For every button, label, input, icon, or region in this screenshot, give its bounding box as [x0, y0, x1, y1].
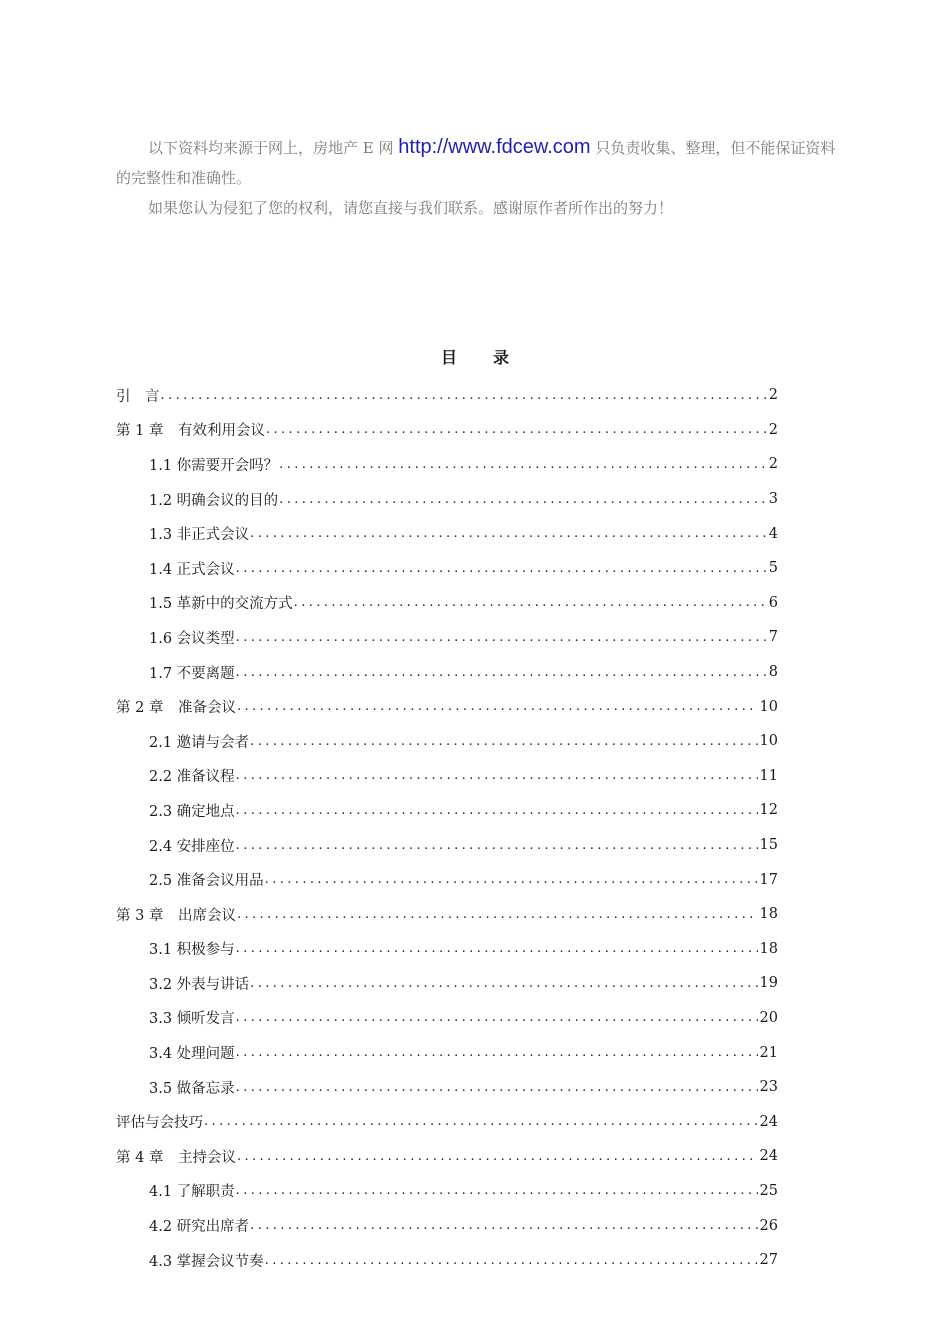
- toc-entry-label: 第 2 章 准备会议: [116, 700, 236, 717]
- table-of-contents: [116, 378, 778, 1277]
- toc-entry-page: 21: [759, 1044, 778, 1061]
- toc-entry-label: 1.5 革新中的交流方式: [149, 596, 293, 613]
- toc-entry-label: 3.3 倾听发言: [149, 1011, 235, 1028]
- toc-entry-chapter[interactable]: [116, 1139, 778, 1174]
- toc-entry-page: 27: [759, 1252, 778, 1269]
- toc-entry-page: 23: [759, 1079, 778, 1096]
- toc-leader-dots: [249, 526, 767, 541]
- toc-leader-dots: [235, 665, 767, 680]
- toc-entry-section[interactable]: [116, 793, 778, 828]
- toc-entry-label: 3.1 积极参与: [149, 942, 235, 959]
- toc-entry-chapter[interactable]: [116, 897, 778, 932]
- toc-entry-label: 引 言: [116, 388, 160, 405]
- toc-title: [0, 345, 950, 368]
- toc-entry-section[interactable]: [116, 724, 778, 759]
- toc-entry-label: 3.4 处理问题: [149, 1046, 235, 1063]
- toc-entry-section[interactable]: [116, 1001, 778, 1036]
- toc-entry-page: 5: [768, 560, 778, 577]
- toc-entry-label: 2.1 邀请与会者: [149, 734, 250, 751]
- toc-leader-dots: [203, 1114, 758, 1129]
- toc-entry-chapter[interactable]: [116, 378, 778, 413]
- toc-leader-dots: [236, 1149, 758, 1164]
- toc-leader-dots: [278, 492, 767, 507]
- toc-entry-label: 3.2 外表与讲话: [149, 976, 250, 993]
- toc-entry-label: 1.3 非正式会议: [149, 527, 250, 544]
- toc-entry-page: 10: [759, 698, 778, 715]
- toc-entry-section[interactable]: [116, 1208, 778, 1243]
- toc-entry-page: 15: [759, 837, 778, 854]
- toc-entry-label: 第 3 章 出席会议: [116, 907, 236, 924]
- toc-entry-section[interactable]: [116, 482, 778, 517]
- toc-leader-dots: [235, 941, 758, 956]
- toc-entry-section[interactable]: [116, 759, 778, 794]
- toc-leader-dots: [235, 1183, 758, 1198]
- toc-entry-label: 2.4 安排座位: [149, 838, 235, 855]
- notice-text-pre: 以下资料均来源于网上，房地产 E 网: [148, 139, 399, 157]
- toc-entry-page: 4: [768, 525, 778, 542]
- toc-entry-page: 6: [768, 594, 778, 611]
- toc-entry-label: 第 1 章 有效利用会议: [116, 423, 265, 440]
- toc-entry-page: 17: [759, 871, 778, 888]
- toc-entry-label: 第 4 章 主持会议: [116, 1149, 236, 1166]
- toc-entry-page: 10: [759, 733, 778, 750]
- toc-leader-dots: [278, 457, 767, 472]
- toc-entry-label: 1.1 你需要开会吗？: [149, 457, 279, 474]
- toc-entry-page: 2: [768, 421, 778, 438]
- toc-leader-dots: [265, 422, 767, 437]
- toc-entry-page: 24: [759, 1113, 778, 1130]
- toc-entry-page: 24: [759, 1148, 778, 1165]
- toc-leader-dots: [235, 803, 758, 818]
- toc-leader-dots: [160, 388, 767, 403]
- toc-leader-dots: [235, 630, 767, 645]
- toc-entry-page: 18: [759, 906, 778, 923]
- toc-entry-page: 8: [768, 664, 778, 681]
- toc-entry-page: 2: [768, 456, 778, 473]
- toc-entry-section[interactable]: [116, 447, 778, 482]
- toc-leader-dots: [264, 872, 758, 887]
- toc-entry-label: 评估与会技巧: [116, 1115, 203, 1132]
- toc-entry-page: 12: [759, 802, 778, 819]
- toc-entry-page: 25: [759, 1182, 778, 1199]
- notice-paragraph-1: [116, 132, 838, 193]
- toc-entry-chapter[interactable]: [116, 689, 778, 724]
- toc-entry-section[interactable]: [116, 620, 778, 655]
- toc-entry-section[interactable]: [116, 586, 778, 621]
- toc-entry-label: 1.6 会议类型: [149, 630, 235, 647]
- toc-leader-dots: [249, 734, 757, 749]
- website-link[interactable]: http://www.fdcew.com: [398, 136, 591, 158]
- toc-leader-dots: [236, 907, 758, 922]
- toc-entry-label: 2.3 确定地点: [149, 803, 235, 820]
- toc-entry-page: 11: [759, 767, 778, 784]
- source-notice: [116, 132, 838, 223]
- toc-entry-section[interactable]: [116, 1174, 778, 1209]
- toc-entry-page: 3: [768, 491, 778, 508]
- toc-leader-dots: [249, 1218, 757, 1233]
- toc-entry-chapter[interactable]: [116, 413, 778, 448]
- toc-entry-page: 19: [759, 975, 778, 992]
- toc-entry-label: 2.5 准备会议用品: [149, 873, 264, 890]
- toc-entry-label: 4.1 了解职责: [149, 1184, 235, 1201]
- toc-entry-label: 1.4 正式会议: [149, 561, 235, 578]
- toc-entry-label: 1.2 明确会议的目的: [149, 492, 279, 509]
- toc-leader-dots: [235, 838, 758, 853]
- toc-leader-dots: [264, 1253, 758, 1268]
- toc-leader-dots: [235, 1080, 758, 1095]
- toc-entry-label: 4.3 掌握会议节奏: [149, 1253, 264, 1270]
- notice-text-post: 只负责收集、整理，但不能保证资料的完整性和准确性。: [116, 139, 836, 187]
- toc-entry-section[interactable]: [116, 1070, 778, 1105]
- toc-leader-dots: [249, 976, 757, 991]
- toc-leader-dots: [235, 1010, 758, 1025]
- toc-entry-section[interactable]: [116, 655, 778, 690]
- toc-entry-page: 18: [759, 940, 778, 957]
- toc-leader-dots: [236, 699, 758, 714]
- toc-entry-page: 26: [759, 1217, 778, 1234]
- toc-title-char-2: 录: [493, 348, 510, 367]
- toc-title-char-1: 目: [440, 348, 457, 367]
- toc-leader-dots: [235, 561, 767, 576]
- toc-entry-section[interactable]: [116, 828, 778, 863]
- toc-entry-section[interactable]: [116, 551, 778, 586]
- toc-entry-label: 2.2 准备议程: [149, 769, 235, 786]
- toc-leader-dots: [235, 768, 758, 783]
- toc-entry-label: 3.5 做备忘录: [149, 1080, 235, 1097]
- notice-paragraph-2: 如果您认为侵犯了您的权利，请您直接与我们联系。感谢原作者所作出的努力！: [148, 199, 674, 217]
- toc-entry-label: 4.2 研究出席者: [149, 1219, 250, 1236]
- toc-entry-page: 2: [768, 387, 778, 404]
- toc-entry-section[interactable]: [116, 1243, 778, 1278]
- toc-entry-section[interactable]: [116, 862, 778, 897]
- toc-leader-dots: [293, 595, 767, 610]
- toc-entry-label: 1.7 不要离题: [149, 665, 235, 682]
- toc-entry-chapter[interactable]: [116, 1104, 778, 1139]
- toc-entry-section[interactable]: [116, 966, 778, 1001]
- toc-entry-section[interactable]: [116, 516, 778, 551]
- toc-leader-dots: [235, 1045, 758, 1060]
- toc-entry-section[interactable]: [116, 1035, 778, 1070]
- toc-entry-page: 20: [759, 1009, 778, 1026]
- toc-entry-page: 7: [768, 629, 778, 646]
- toc-entry-section[interactable]: [116, 932, 778, 967]
